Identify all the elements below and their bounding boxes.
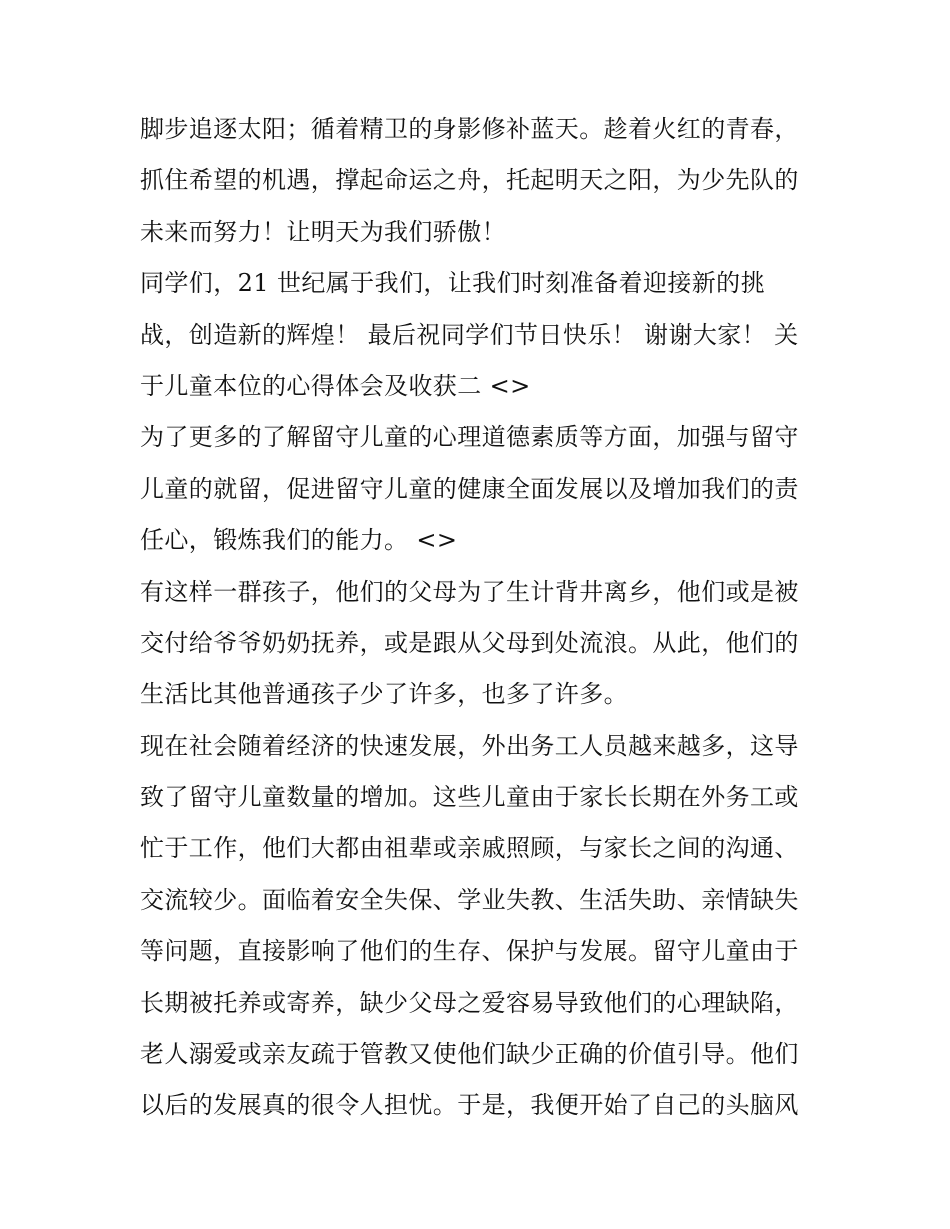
text-line: 脚步追逐太阳；循着精卫的身影修补蓝天。趁着火红的青春， (140, 115, 799, 143)
section-heading-line: 于儿童本位的心得体会及收获二 <> (140, 371, 531, 400)
text-line: 致了留守儿童数量的增加。这些儿童由于家长长期在外务工或 (140, 783, 799, 812)
text-line: 以后的发展真的很令人担忧。于是，我便开始了自己的头脑风 (140, 1091, 799, 1120)
text-line: 为了更多的了解留守儿童的心理道德素质等方面，加强与留守 (140, 423, 799, 452)
text-line: 交流较少。面临着安全失保、学业失教、生活失助、亲情缺失 (140, 885, 799, 914)
text-line: 未来而努力！让明天为我们骄傲！ (140, 217, 506, 246)
text-line: 儿童的就留，促进留守儿童的健康全面发展以及增加我们的责 (140, 474, 799, 503)
text-line: 老人溺爱或亲友疏于管教又使他们缺少正确的价值引导。他们 (140, 1040, 799, 1069)
text-line: 长期被托养或寄养，缺少父母之爱容易导致他们的心理缺陷， (140, 988, 799, 1017)
text-line: 抓住希望的机遇，撑起命运之舟，托起明天之阳，为少先队的 (140, 166, 799, 195)
body-text (140, 104, 820, 1132)
text-line: 忙于工作，他们大都由祖辈或亲戚照顾，与家长之间的沟通、 (140, 834, 799, 863)
text-line: 任心，锻炼我们的能力。 <> (140, 526, 458, 555)
text-line: 现在社会随着经济的快速发展，外出务工人员越来越多，这导 (140, 731, 799, 760)
text-line: 等问题，直接影响了他们的生存、保护与发展。留守儿童由于 (140, 937, 799, 966)
text-line: 同学们，21 世纪属于我们，让我们时刻准备着迎接新的挑 (140, 269, 765, 298)
text-line: 生活比其他普通孩子少了许多，也多了许多。 (140, 680, 628, 709)
text-line: 交付给爷爷奶奶抚养，或是跟从父母到处流浪。从此，他们的 (140, 628, 799, 657)
text-line: 战，创造新的辉煌！ 最后祝同学们节日快乐！ 谢谢大家！ 关 (140, 320, 799, 349)
text-line: 有这样一群孩子，他们的父母为了生计背井离乡，他们或是被 (140, 577, 799, 606)
